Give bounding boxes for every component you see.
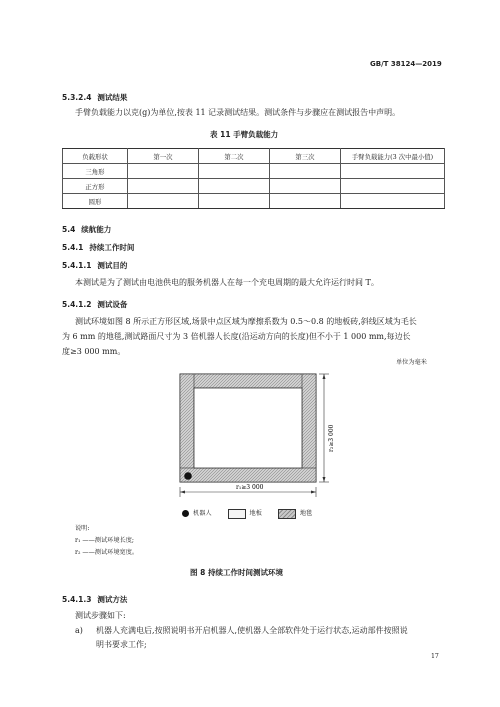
table-caption: 表 11 手臂负载能力 xyxy=(210,130,279,139)
figure-caption: 图 8 持续工作时间测试环境 xyxy=(190,568,283,577)
section-5-4-1-heading xyxy=(62,242,134,253)
notes-title: 说明: xyxy=(75,525,90,532)
section-title: 持续工作时间 xyxy=(89,243,135,252)
section-5-4-1-3-heading xyxy=(62,594,127,605)
carpet-legend-swatch xyxy=(278,509,296,519)
paragraph-test-equipment-line1: 测试环境如图 8 所示正方形区域,场景中点区域为摩擦系数为 0.5～0.8 的地板砖,斜线区域为毛长 xyxy=(75,317,417,326)
carpet-right xyxy=(302,374,316,482)
section-number: 5.3.2.4 xyxy=(62,93,92,102)
table-header-cell: 第一次 xyxy=(128,149,199,164)
carpet-left xyxy=(180,374,194,482)
table-cell: 圆形 xyxy=(63,194,128,209)
legend-robot-label: 机器人 xyxy=(193,510,212,517)
paragraph-test-equipment-line3: 度≥3 000 mm。 xyxy=(62,347,126,356)
robot-legend-icon xyxy=(182,510,189,517)
section-number: 5.4.1.3 xyxy=(62,595,92,604)
section-title: 测试结果 xyxy=(97,93,128,102)
table-header-cell: 第三次 xyxy=(270,149,341,164)
section-5-4-1-1-heading xyxy=(62,260,127,271)
section-5-4-heading xyxy=(62,224,111,235)
table-cell: 三角形 xyxy=(63,164,128,179)
section-number: 5.4.1.1 xyxy=(62,261,92,270)
step-a-line2: 明书要求工作; xyxy=(96,640,147,649)
section-title: 测试方法 xyxy=(97,595,128,604)
step-a-marker: a) xyxy=(75,626,83,635)
section-number: 5.4.1.2 xyxy=(62,300,92,309)
arm-load-table xyxy=(62,148,445,209)
table-header-cell: 手臂负载能力(3 次中最小值) xyxy=(341,149,445,164)
table-header-row xyxy=(63,149,445,164)
standard-number: GB/T 38124—2019 xyxy=(370,60,442,68)
section-title: 测试目的 xyxy=(97,261,128,270)
figure-legend xyxy=(182,508,312,519)
section-5-3-2-4-heading xyxy=(62,92,127,103)
table-row xyxy=(63,179,445,194)
paragraph-test-result: 手臂负载能力以克(g)为单位,按表 11 记录测试结果。测试条件与步骤应在测试报告中声明。 xyxy=(75,108,401,117)
paragraph-test-equipment-line2: 为 6 mm 的地毯,测试路面尺寸为 3 倍机器人长度(沿运动方向的长度)但不小于 1 000 mm,每边长 xyxy=(62,332,411,341)
test-environment-figure xyxy=(150,366,360,506)
floor-legend-swatch xyxy=(228,509,246,519)
legend-floor-label: 地板 xyxy=(249,510,262,517)
dimension-bottom-label: r₁≥3 000 xyxy=(236,484,264,491)
carpet-top xyxy=(180,374,316,388)
table-header-cell: 第二次 xyxy=(199,149,270,164)
dimension-right-label: r₂≥3 000 xyxy=(328,424,335,452)
note-r2: r₂ ——测试环境宽度。 xyxy=(75,549,139,556)
note-r1: r₁ ——测试环境长度; xyxy=(75,537,134,544)
table-cell: 正方形 xyxy=(63,179,128,194)
table-header-cell: 负载形状 xyxy=(63,149,128,164)
page-number: 17 xyxy=(431,653,439,660)
table-row xyxy=(63,164,445,179)
section-5-4-1-2-heading xyxy=(62,299,127,310)
test-steps-intro: 测试步骤如下: xyxy=(75,611,126,620)
robot-icon xyxy=(184,472,192,480)
legend-carpet-label: 地毯 xyxy=(299,510,313,517)
carpet-bottom xyxy=(180,468,316,482)
step-a-line1: 机器人充满电后,按照说明书开启机器人,使机器人全部软件处于运行状态,运动部件按照说 xyxy=(96,626,408,635)
section-title: 测试设备 xyxy=(97,300,128,309)
paragraph-test-purpose: 本测试是为了测试由电池供电的服务机器人在每一个充电周期的最大允许运行时间 T。 xyxy=(75,278,379,287)
table-row xyxy=(63,194,445,209)
section-number: 5.4.1 xyxy=(62,243,84,252)
unit-note: 单位为毫米 xyxy=(396,359,427,366)
inner-floor xyxy=(194,388,302,468)
section-number: 5.4 xyxy=(62,225,76,234)
section-title: 续航能力 xyxy=(81,225,112,234)
